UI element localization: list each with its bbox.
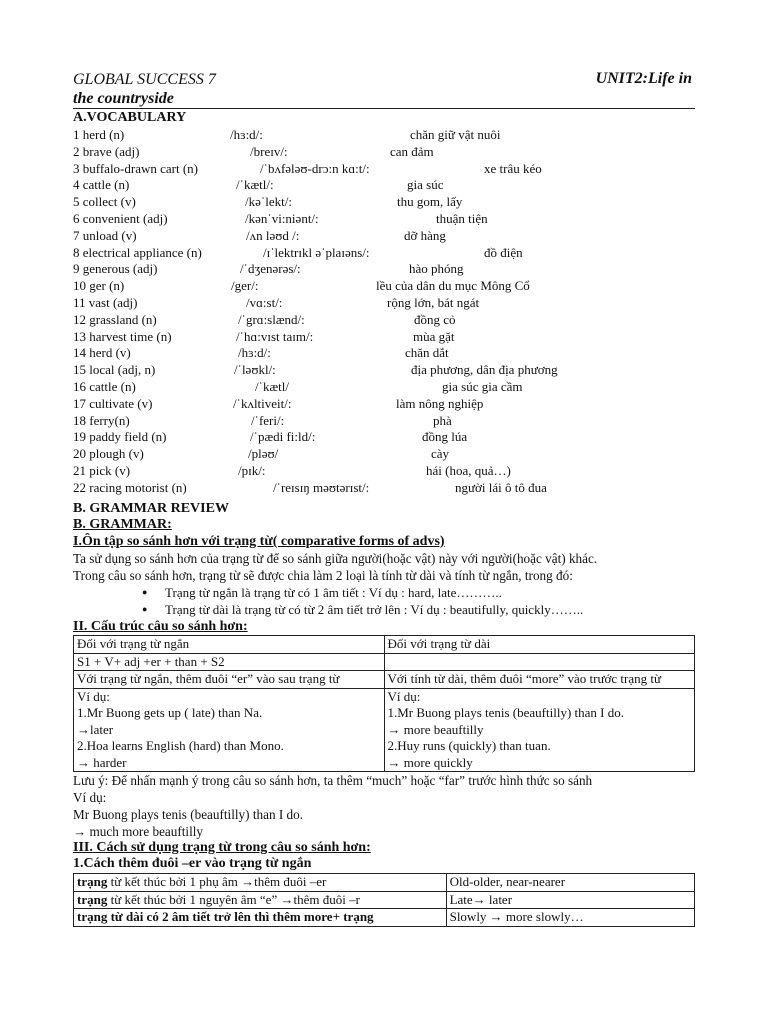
vocab-ipa: /ˈgrɑ:slænd/: (238, 311, 305, 327)
table-formula-empty (384, 653, 695, 671)
vocab-meaning: hào phóng (409, 261, 464, 277)
vocab-word: 15 local (adj, n) (73, 362, 156, 378)
vocab-word: 16 cattle (n) (73, 379, 136, 394)
vocab-meaning: phà (433, 412, 452, 428)
example-line: 2.Hoa learns English (hard) than Mono. (77, 738, 284, 753)
section-vocabulary-title: A.VOCABULARY (73, 110, 187, 125)
vocab-word: 12 grassland (n) (73, 311, 157, 327)
note-answer: → much more beauftilly (73, 824, 204, 839)
rule-text: từ kết thúc bởi 1 nguyên âm “e” →thêm đuôi –r (107, 891, 360, 907)
vocab-ipa: /ˈpædi fi:ld/: (250, 429, 316, 445)
vocab-meaning: gia súc (407, 177, 444, 193)
section-grammar-review-title: B. GRAMMAR REVIEW (73, 501, 229, 516)
rule-cell (74, 874, 447, 892)
vocab-ipa: /ˈləʊkl/: (234, 362, 276, 378)
list-item: ● Trạng từ ngắn là trạng từ có 1 âm tiết : Ví dụ : hard, late……….. (165, 584, 695, 601)
vocab-ipa: /ˈkætl/: (236, 177, 274, 193)
table-rule-long: Với tính từ dài, thêm đuôi “more” vào trước trạng từ (384, 671, 695, 689)
rule-bold: trạng từ dài có 2 âm tiết trở lên thì thêm more+ trạng (77, 909, 374, 924)
section-grammar-title: B. GRAMMAR: (73, 517, 172, 532)
example-line: →later (77, 721, 114, 737)
table-header-short: Đối với trạng từ ngắn (74, 636, 385, 654)
vocab-ipa: /kənˈvi:niənt/: (245, 211, 319, 226)
vocab-ipa: /ger/: (231, 278, 259, 294)
vocab-word: 6 convenient (adj) (73, 211, 168, 226)
table-formula: S1 + V+ adj +er + than + S2 (74, 653, 385, 671)
vocab-word: 1 herd (n) (73, 127, 125, 142)
vocabulary-list (73, 126, 695, 500)
vocab-word: 11 vast (adj) (73, 295, 138, 310)
vocab-ipa: /ʌn ləʊd /: (246, 227, 300, 243)
table-row (74, 891, 695, 909)
vocab-ipa: /ˈbʌfələʊ-drɔ:n kɑ:t/: (260, 160, 370, 176)
vocab-meaning: đồ điện (484, 244, 523, 260)
vocab-meaning: hái (hoa, quả…) (426, 463, 511, 478)
vocab-word: 10 ger (n) (73, 278, 125, 294)
section-comparative-review-title: I.Ôn tập so sánh hơn với trạng từ( comparative forms of advs) (73, 534, 445, 549)
vocab-ipa: /hɜ:d/: (230, 127, 263, 142)
vocab-word: 22 racing motorist (n) (73, 479, 187, 495)
table-rule-short: Với trạng từ ngắn, thêm đuôi “er” vào sau trạng từ (74, 671, 385, 689)
vocab-meaning: lều của dân du mục Mông Cổ (376, 278, 530, 294)
vocab-ipa: /kəˈlekt/: (245, 194, 292, 210)
vocab-ipa: /ˈdʒenərəs/: (240, 261, 301, 277)
document-page (73, 70, 695, 927)
rule-cell (74, 909, 447, 927)
er-rules-table (73, 873, 695, 927)
table-examples-long (384, 688, 695, 772)
vocab-word: 21 pick (v) (73, 463, 131, 478)
header-left (73, 70, 216, 108)
note-example-label: Ví dụ: (73, 790, 107, 805)
vocab-ipa: /ˈhɑ:vɪst taɪm/: (236, 328, 314, 344)
table-row (74, 874, 695, 892)
vocab-word: 5 collect (v) (73, 194, 136, 210)
vocab-meaning: chăn dắt (405, 345, 449, 361)
vocab-word: 17 cultivate (v) (73, 395, 153, 411)
vocab-meaning: thu gom, lấy (397, 194, 463, 210)
example-line: 2.Huy runs (quickly) than tuan. (387, 738, 551, 753)
example-line: → more beauftilly (387, 721, 484, 737)
intro-paragraph-2: Trong câu so sánh hơn, trạng từ sẽ được chia làm 2 loại là tính từ dài và tính từ ngắn, trong đó: (73, 568, 573, 583)
vocab-ipa: /hɜ:d/: (238, 345, 271, 361)
vocab-meaning: xe trâu kéo (484, 160, 542, 176)
vocab-ipa: /ɪˈlektrɪkl əˈplaɪəns/: (263, 244, 370, 260)
example-line: Ví dụ: (77, 688, 110, 704)
vocab-word: 9 generous (adj) (73, 261, 158, 277)
rule-example: Late→ later (446, 891, 694, 909)
vocab-word: 13 harvest time (n) (73, 328, 172, 344)
table-row (74, 909, 695, 927)
section-usage-title: III. Cách sử dụng trạng từ trong câu so sánh hơn: (73, 840, 371, 855)
table-header-long: Đối với trạng từ dài (384, 636, 695, 654)
table-examples-short (74, 688, 385, 772)
rule-example: Old-older, near-nearer (446, 874, 694, 892)
example-line: 1.Mr Buong plays tenis (beauftilly) than I do. (387, 705, 624, 720)
example-line: → harder (77, 754, 127, 770)
vocab-meaning: cày (431, 446, 450, 462)
vocab-meaning: mùa gặt (413, 328, 455, 344)
note-text: Lưu ý: Để nhấn mạnh ý trong câu so sánh hơn, ta thêm “much” hoặc “far” trước hình thức so sánh (73, 773, 593, 788)
vocab-meaning: đồng lúa (422, 429, 468, 445)
vocab-meaning: can đảm (390, 143, 434, 159)
rule-bold: trạng (77, 874, 108, 889)
vocab-word: 8 electrical appliance (n) (73, 244, 202, 260)
vocab-meaning: chăn giữ vật nuôi (410, 127, 501, 142)
vocab-ipa: /pləʊ/ (248, 446, 279, 462)
vocab-ipa: /pɪk/: (238, 463, 266, 478)
vocab-word: 20 plough (v) (73, 446, 144, 462)
vocab-meaning: người lái ô tô đua (455, 479, 547, 495)
vocab-meaning: dỡ hàng (404, 227, 446, 243)
rule-text: từ kết thúc bởi 1 phụ âm →thêm đuôi –er (107, 874, 327, 889)
vocab-word: 4 cattle (n) (73, 177, 130, 193)
vocab-meaning: thuận tiện (436, 211, 488, 226)
section-er-title: 1.Cách thêm đuôi –er vào trạng từ ngắn (73, 856, 312, 871)
rule-cell (74, 891, 447, 909)
example-line: Ví dụ: (387, 688, 421, 704)
vocab-ipa: /ˈkʌltiveit/: (233, 395, 292, 411)
vocab-meaning: đồng cỏ (414, 311, 456, 327)
intro-paragraph-1: Ta sử dụng so sánh hơn của trạng từ để so sánh giữa người(hoặc vật) này với người(hoặc vật) khác. (73, 551, 598, 566)
vocab-word: 2 brave (adj) (73, 143, 140, 159)
vocab-ipa: /ˈkætl/ (255, 379, 289, 394)
example-line: → more quickly (387, 754, 473, 770)
vocab-ipa: /vɑ:st/: (246, 295, 283, 310)
rule-bold: trạng (77, 891, 108, 907)
vocab-word: 3 buffalo-drawn cart (n) (73, 160, 199, 176)
note-example: Mr Buong plays tenis (beauftilly) than I do. (73, 807, 304, 822)
comparative-structure-table (73, 635, 695, 772)
header-unit-title: UNIT2:Life in (595, 70, 692, 87)
list-item: ● Trạng từ dài là trạng từ có từ 2 âm tiết trở lên : Ví dụ : beautifully, quickly…….. (165, 601, 695, 618)
adverb-types-list (73, 584, 695, 618)
vocab-word: 7 unload (v) (73, 227, 137, 243)
example-line: 1.Mr Buong gets up ( late) than Na. (77, 705, 263, 720)
vocab-ipa: /ˈferi/: (251, 412, 285, 428)
rule-example: Slowly → more slowly… (446, 909, 694, 927)
vocab-meaning: địa phương, dân địa phương (411, 362, 558, 378)
vocab-word: 18 ferry(n) (73, 412, 130, 428)
vocab-ipa: /ˈreɪsɪŋ məʊtərɪst/: (273, 479, 370, 495)
vocab-word: 14 herd (v) (73, 345, 131, 361)
vocab-meaning: rộng lớn, bát ngát (387, 295, 480, 310)
document-header (73, 70, 695, 109)
vocab-meaning: làm nông nghiệp (396, 395, 484, 411)
vocab-word: 19 paddy field (n) (73, 429, 167, 445)
section-structure-title: II. Cấu trúc câu so sánh hơn: (73, 619, 248, 634)
vocab-meaning: gia súc gia cầm (442, 379, 523, 394)
header-course-title: GLOBAL SUCCESS 7 (73, 71, 216, 88)
vocab-ipa: /breɪv/: (250, 143, 288, 159)
header-unit-subtitle: the countryside (73, 90, 174, 107)
